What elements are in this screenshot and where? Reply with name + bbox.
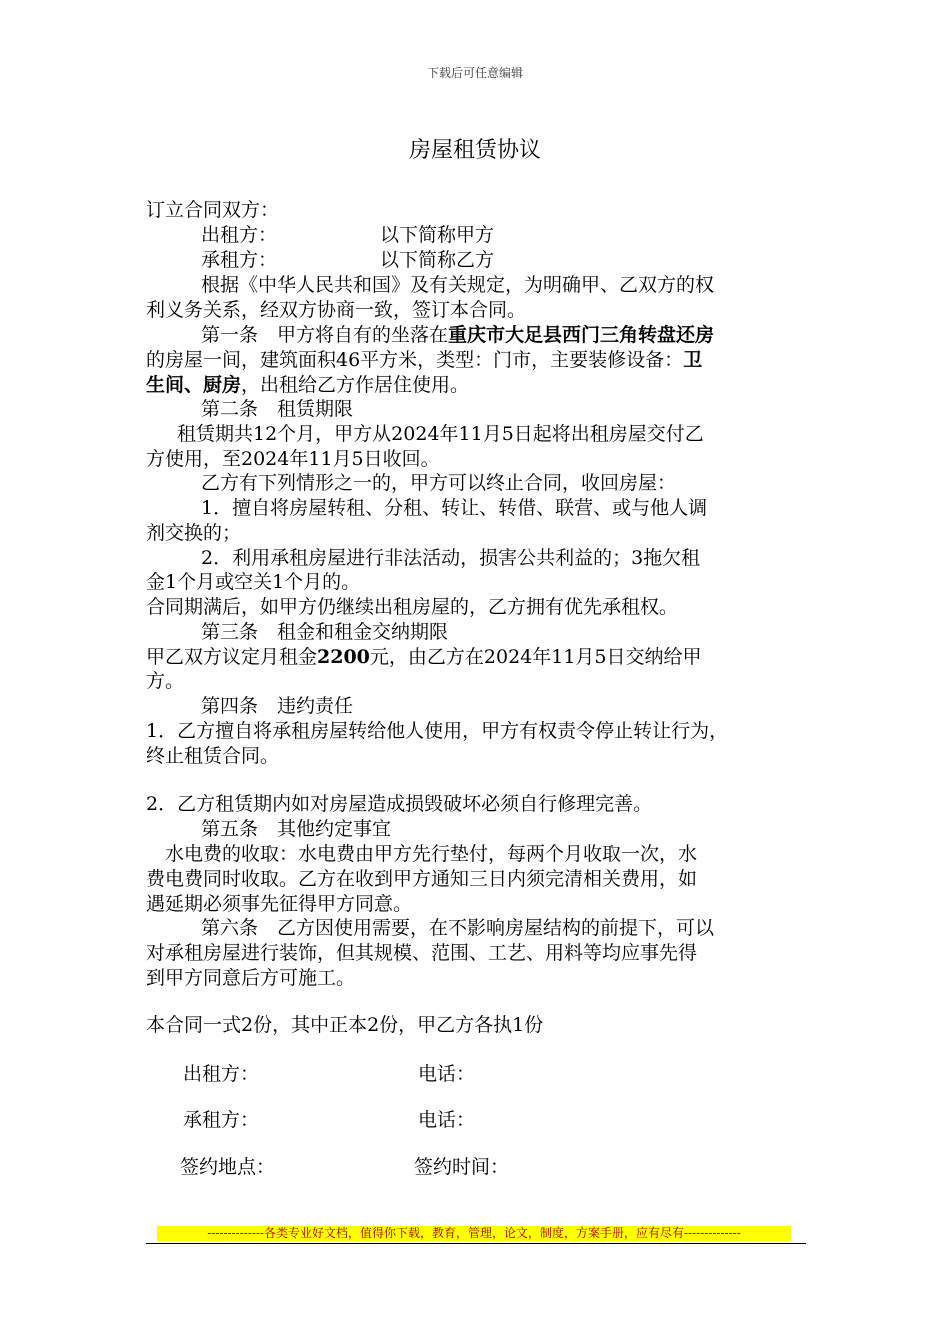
signature-lessee-phone: 电话： [418,1109,476,1131]
signature-lessee: 承租方： [183,1109,260,1131]
article-4-item-2: 2．乙方租赁期内如对房屋造成损毁破坏必须自行修理完善。 [146,793,653,815]
article-3-line-1 [146,645,702,669]
article-5-heading: 第五条 其他约定事宜 [201,818,392,840]
article-1-text: 第一条 甲方将自有的坐落在 [201,324,449,346]
lessor-label: 出租方： [201,224,278,246]
copies-line: 本合同一式2份，其中正本2份，甲乙方各执1份 [146,1014,544,1036]
footer-banner: --------------各类专业好文档，值得你下载，教育，管理，论文，制度，方案手册，应有尽有-------------- [157,1226,791,1241]
article-4-item-1-line-1: 1．乙方擅自将承租房屋转给他人使用，甲方有权责令停止转让行为， [146,720,729,742]
termination-intro: 乙方有下列情形之一的，甲方可以终止合同，收回房屋： [201,472,677,494]
article-1-line-3 [146,373,469,397]
renewal-line: 合同期满后，如甲方仍继续出租房屋的，乙方拥有优先承租权。 [146,596,679,618]
property-address: 重庆市大足县西门三角转盘还房 [448,324,715,346]
intro-line: 订立合同双方： [146,199,280,221]
article-2-line-1: 租赁期共12个月，甲方从2024年11月5日起将出租房屋交付乙 [177,423,704,445]
termination-item-1-line-2: 剂交换的； [146,522,242,544]
article-2-heading: 第二条 租赁期限 [201,398,354,420]
article-6-line-1: 第六条 乙方因使用需要，在不影响房屋结构的前提下，可以 [201,917,715,939]
page-header: 下载后可任意编辑 [426,66,523,80]
article-1-text: ，出租给乙方作居住使用。 [241,374,470,396]
preamble-line-1: 根据《中华人民共和国》及有关规定，为明确甲、乙双方的权 [201,274,715,296]
lessor-alias: 以下简称甲方 [380,224,495,246]
signature-place: 签约地点： [180,1156,276,1178]
termination-item-1-line-1: 1．擅自将房屋转租、分租、转让、转借、联营、或与他人调 [201,497,708,519]
article-3-heading: 第三条 租金和租金交纳期限 [201,621,449,643]
equipment-bold: 卫 [683,349,703,371]
preamble-line-2: 利义务关系，经双方协商一致，签订本合同。 [146,299,527,321]
article-6-line-2: 对承租房屋进行装饰，但其规模、范围、工艺、用料等均应事先得 [146,942,698,964]
article-1-text: 的房屋一间，建筑面积46平方米，类型：门市，主要装修设备： [146,349,684,371]
article-5-line-2: 费电费同时收取。乙方在收到甲方通知三日内须完清相关费用，如 [146,868,698,890]
footer-divider [146,1243,806,1244]
lessee-alias: 以下简称乙方 [380,249,495,271]
article-4-item-1-line-2: 终止租赁合同。 [146,745,280,767]
lessee-label: 承租方： [201,249,278,271]
monthly-rent: 2200 [317,646,370,668]
article-2-line-2: 方使用，至2024年11月5日收回。 [146,448,440,470]
article-1-line-1 [201,323,714,347]
signature-lessor: 出租方： [183,1063,260,1085]
article-5-line-3: 遇延期必须事先征得甲方同意。 [146,893,413,915]
article-3-line-2: 方。 [146,670,185,692]
article-1-line-2 [146,348,702,372]
termination-item-2-line-1: 2．利用承租房屋进行非法活动，损害公共利益的；3拖欠租 [201,547,701,569]
article-4-heading: 第四条 违约责任 [201,695,354,717]
article-3-text: 元，由乙方在2024年11月5日交纳给甲 [369,646,702,668]
signature-time: 签约时间： [414,1156,510,1178]
article-6-line-3: 到甲方同意后方可施工。 [146,967,356,989]
signature-lessor-phone: 电话： [418,1063,476,1085]
article-5-line-1: 水电费的收取：水电费由甲方先行垫付，每两个月收取一次，水 [165,843,698,865]
document-title: 房屋租赁协议 [408,138,541,163]
equipment-bold: 生间、厨房 [146,374,242,396]
termination-item-2-line-2: 金1个月或空关1个月的。 [146,571,361,593]
article-3-text: 甲乙双方议定月租金 [146,646,318,668]
